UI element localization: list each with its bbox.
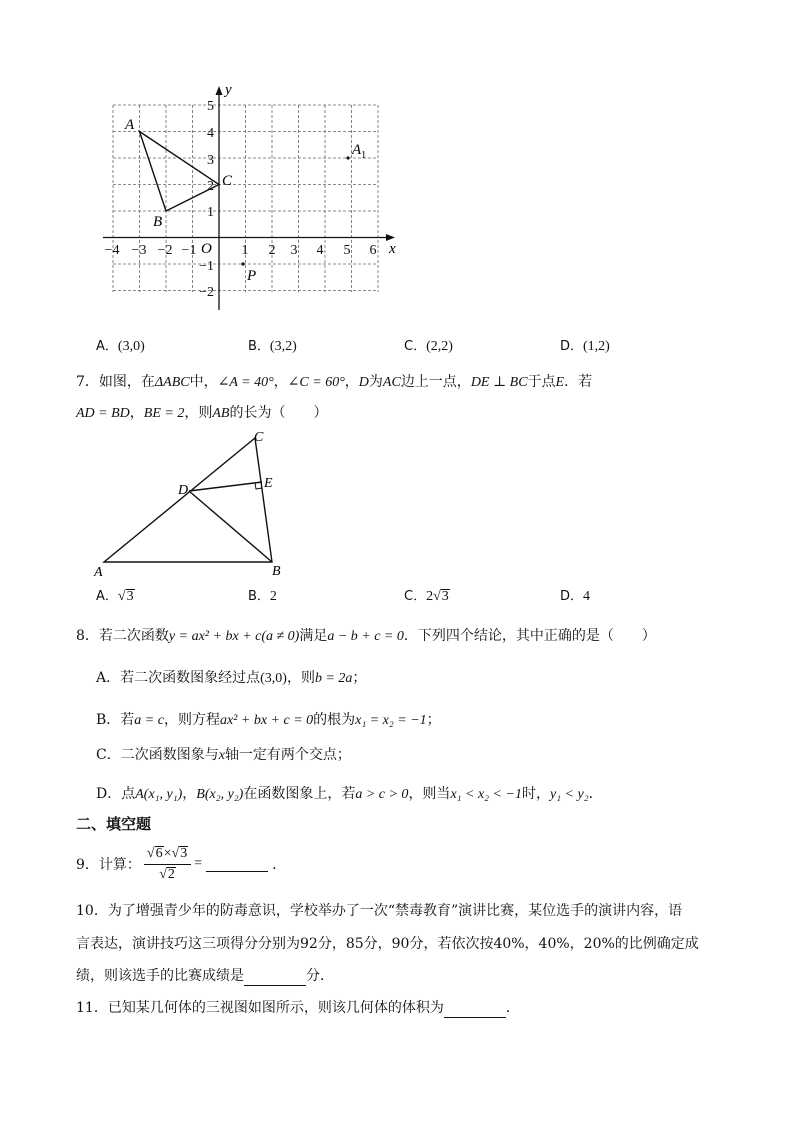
q10-answer-blank[interactable] xyxy=(244,971,306,986)
x-tick-label: 2 xyxy=(268,243,276,258)
label-b: B xyxy=(272,564,281,579)
q11-answer-blank[interactable] xyxy=(444,1003,506,1018)
y-axis-label: y xyxy=(225,82,232,98)
q10-line2: 言表达，演讲技巧这三项得分分别为92分，85分，90分，若依次按40%，40%，20%的比例确定成 xyxy=(76,936,699,952)
x-tick-label: 6 xyxy=(369,243,377,258)
q7-option-a[interactable]: A．√3 xyxy=(96,589,134,604)
origin-label: O xyxy=(201,241,212,257)
y-tick-label: 2 xyxy=(207,179,214,194)
q9-answer-blank[interactable] xyxy=(206,857,268,872)
y-axis-arrow xyxy=(216,86,223,95)
q8-stem: 8．若二次函数y = ax² + bx + c(a ≠ 0)满足a − b + c = 0．下列四个结论，其中正确的是（ ） xyxy=(76,628,656,644)
point-a1-subscript: 1 xyxy=(361,150,367,161)
q7-option-b[interactable]: B．2 xyxy=(248,589,277,604)
q6-option-d[interactable]: D．(1,2) xyxy=(560,339,610,354)
q9-fraction: $\frac{√6\times√3}{√2}$ xyxy=(144,846,191,883)
y-tick-label: 5 xyxy=(207,99,214,114)
q10-line1: 10．为了增强青少年的防毒意识，学校举办了一次“禁毒教育”演讲比赛，某位选手的演讲内容，语 xyxy=(76,903,683,919)
label-c: C xyxy=(254,430,264,445)
q11: 11．已知某几何体的三视图如图所示，则该几何体的体积为 ． xyxy=(76,1000,520,1016)
q7-stem-line2: AD = BD，BE = 2，则AB的长为（ ） xyxy=(76,405,328,421)
point-c-label: C xyxy=(222,173,233,189)
point-p-dot xyxy=(241,262,244,265)
x-axis-label: x xyxy=(389,241,396,257)
x-tick-label: −4 xyxy=(104,243,120,258)
q8-option-d[interactable]: D．点A(x₁, y₁)，B(x₂, y₂)在函数图象上，若a > c > 0，则当x₁ < x₂ < −1时，y₁ < y₂． xyxy=(96,786,603,802)
x-tick-label: −2 xyxy=(157,243,173,258)
q8-option-b[interactable]: B．若a = c，则方程ax² + bx + c = 0的根为x₁ = x₂ = −1； xyxy=(96,712,441,728)
label-d: D xyxy=(178,483,189,498)
point-a1-dot xyxy=(346,156,349,159)
point-p-label: P xyxy=(247,268,257,284)
q6-option-c[interactable]: C．(2,2) xyxy=(404,339,453,354)
section-heading-fill-in: 二、填空题 xyxy=(76,815,152,833)
triangle-abc xyxy=(140,132,220,212)
y-tick-label: 1 xyxy=(207,205,214,220)
x-tick-label: 3 xyxy=(290,243,298,258)
q7-option-d[interactable]: D．4 xyxy=(560,589,591,604)
point-a-label: A xyxy=(125,117,135,133)
label-e: E xyxy=(264,476,273,491)
q7-option-c[interactable]: C．2√3 xyxy=(404,589,449,604)
point-a1-label: $A_1$ xyxy=(352,142,367,161)
q6-option-b[interactable]: B．(3,2) xyxy=(248,339,297,354)
q10-line3: 绩，则该选手的比赛成绩是 分． xyxy=(76,968,334,984)
q8-option-a[interactable]: A．若二次函数图象经过点(3,0)，则b = 2a； xyxy=(96,670,367,686)
x-tick-label: −1 xyxy=(181,243,197,258)
q9: 9． 计算： $\frac{√6\times√3}{√2}$ = ． xyxy=(76,845,287,882)
segment-db xyxy=(189,491,272,562)
q7-stem-line1: 7．如图，在ΔABC中，∠A = 40°，∠C = 60°，D为AC边上一点，DE ⊥ BC于点E．若 xyxy=(76,374,593,390)
point-b-label: B xyxy=(153,214,163,230)
label-a: A xyxy=(94,565,103,580)
y-tick-label: 3 xyxy=(207,153,214,168)
x-tick-label: 5 xyxy=(343,243,351,258)
q6-option-a[interactable]: A．(3,0) xyxy=(96,339,145,354)
grid-lines xyxy=(113,105,378,292)
q8-option-c[interactable]: C．二次函数图象与x轴一定有两个交点； xyxy=(96,747,351,763)
x-tick-label: −3 xyxy=(131,243,147,258)
triangle-abc-outline xyxy=(104,438,272,562)
y-tick-label: −2 xyxy=(199,285,214,300)
y-tick-label: 4 xyxy=(207,126,214,141)
x-tick-label: 1 xyxy=(241,243,249,258)
y-tick-label: −1 xyxy=(199,259,214,274)
x-tick-label: 4 xyxy=(316,243,324,258)
x-axis-arrow xyxy=(386,234,395,241)
q7-triangle-figure xyxy=(92,424,292,580)
coordinate-grid-figure xyxy=(95,78,415,318)
